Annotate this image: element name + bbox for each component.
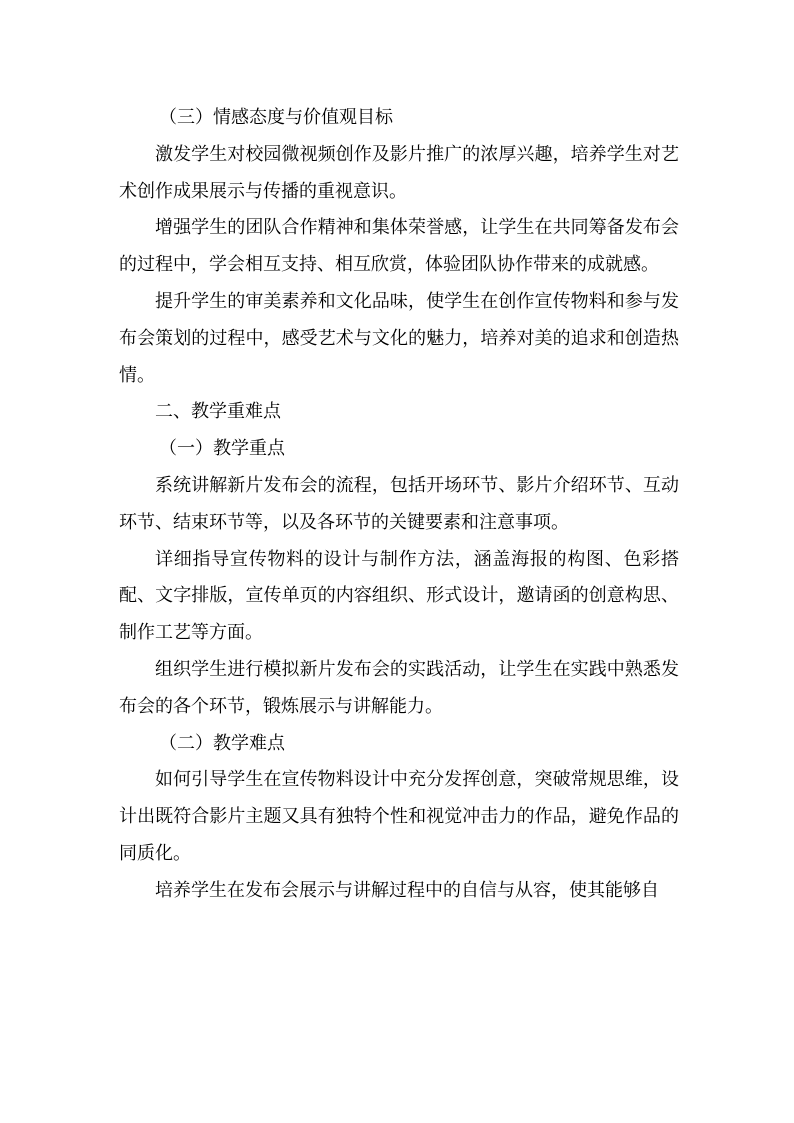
section-subheading: （二）教学难点	[159, 732, 285, 754]
body-paragraph: 组织学生进行模拟新片发布会的实践活动，让学生在实践中熟悉发布会的各个环节，锻炼展示与讲解能力。	[119, 658, 679, 717]
body-paragraph: 培养学生在发布会展示与讲解过程中的自信与从容，使其能够自	[155, 879, 659, 901]
section-heading: 二、教学重难点	[155, 401, 281, 423]
body-paragraph: 提升学生的审美素养和文化品味，使学生在创作宣传物料和参与发布会策划的过程中，感受艺术与文化的魅力，培养对美的追求和创造热情。	[119, 290, 679, 386]
document-body	[119, 100, 679, 910]
body-paragraph: 系统讲解新片发布会的流程，包括开场环节、影片介绍环节、互动环节、结束环节等，以及各环节的关键要素和注意事项。	[119, 474, 679, 533]
section-subheading: （一）教学重点	[159, 438, 285, 460]
body-paragraph: 如何引导学生在宣传物料设计中充分发挥创意，突破常规思维，设计出既符合影片主题又具有独特个性和视觉冲击力的作品，避免作品的同质化。	[119, 769, 679, 864]
body-paragraph: 增强学生的团队合作精神和集体荣誉感，让学生在共同筹备发布会的过程中，学会相互支持、相互欣赏，体验团队协作带来的成就感。	[119, 217, 679, 276]
body-paragraph: 激发学生对校园微视频创作及影片推广的浓厚兴趣，培养学生对艺术创作成果展示与传播的重视意识。	[119, 143, 679, 202]
body-paragraph: 详细指导宣传物料的设计与制作方法，涵盖海报的构图、色彩搭配、文字排版，宣传单页的内容组织、形式设计，邀请函的创意构思、制作工艺等方面。	[119, 548, 679, 644]
section-subheading: （三）情感态度与价值观目标	[159, 107, 393, 128]
